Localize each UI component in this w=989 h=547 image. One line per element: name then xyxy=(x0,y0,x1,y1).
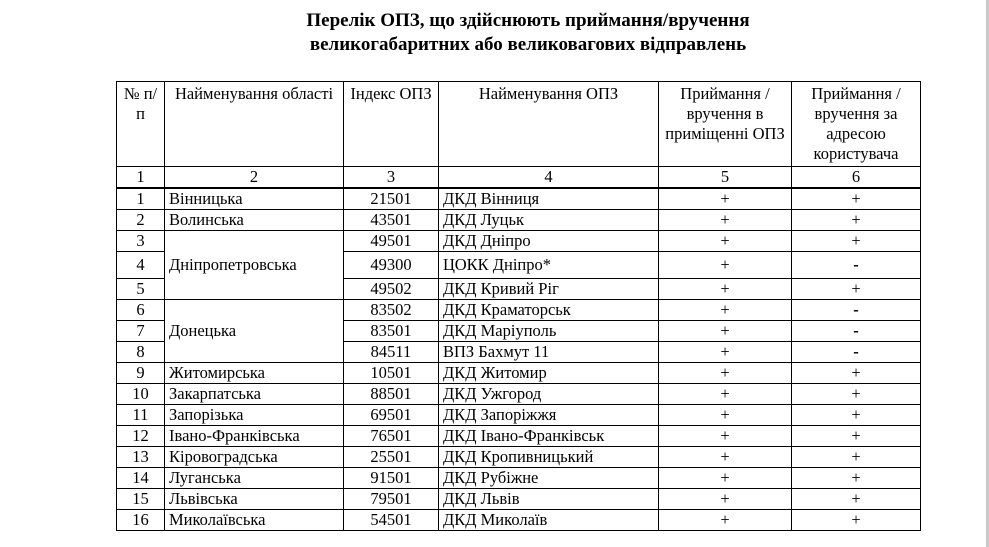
opz-index: 84511 xyxy=(344,342,439,363)
opz-name: ДКД Ужгород xyxy=(439,384,659,405)
opz-name: ЦОКК Дніпро* xyxy=(439,252,659,279)
opz-index: 54501 xyxy=(344,510,439,531)
premises-mark: + xyxy=(659,510,792,531)
address-mark: - xyxy=(792,321,921,342)
address-mark: + xyxy=(792,447,921,468)
opz-index: 88501 xyxy=(344,384,439,405)
document-title xyxy=(0,9,989,57)
address-mark: - xyxy=(792,342,921,363)
address-mark: + xyxy=(792,510,921,531)
premises-mark: + xyxy=(659,447,792,468)
row-number: 3 xyxy=(117,231,165,252)
region-name: Кіровоградська xyxy=(165,447,344,468)
header-row xyxy=(117,82,921,167)
region-name: Луганська xyxy=(165,468,344,489)
opz-name: ДКД Житомир xyxy=(439,363,659,384)
region-name: Донецька xyxy=(165,300,344,363)
table-row xyxy=(117,510,921,531)
row-number: 4 xyxy=(117,252,165,279)
row-number: 1 xyxy=(117,188,165,210)
opz-name: ДКД Рубіжне xyxy=(439,468,659,489)
opz-name: ДКД Маріуполь xyxy=(439,321,659,342)
opz-index: 43501 xyxy=(344,210,439,231)
table-row xyxy=(117,300,921,321)
opz-index: 49501 xyxy=(344,231,439,252)
row-number: 9 xyxy=(117,363,165,384)
address-mark: + xyxy=(792,426,921,447)
address-mark: - xyxy=(792,300,921,321)
column-number: 4 xyxy=(439,167,659,189)
opz-name: ДКД Кривий Ріг xyxy=(439,279,659,300)
header-opz-name: Найменування ОПЗ xyxy=(439,82,659,167)
address-mark: - xyxy=(792,252,921,279)
row-number: 11 xyxy=(117,405,165,426)
table-row xyxy=(117,447,921,468)
column-number: 2 xyxy=(165,167,344,189)
header-index: Індекс ОПЗ xyxy=(344,82,439,167)
premises-mark: + xyxy=(659,300,792,321)
premises-mark: + xyxy=(659,279,792,300)
opz-name: ДКД Дніпро xyxy=(439,231,659,252)
row-number: 16 xyxy=(117,510,165,531)
column-number: 1 xyxy=(117,167,165,189)
address-mark: + xyxy=(792,405,921,426)
opz-name: ДКД Луцьк xyxy=(439,210,659,231)
row-number: 5 xyxy=(117,279,165,300)
table-row xyxy=(117,468,921,489)
row-number: 14 xyxy=(117,468,165,489)
region-name: Дніпропетровська xyxy=(165,231,344,300)
address-mark: + xyxy=(792,210,921,231)
address-mark: + xyxy=(792,188,921,210)
address-mark: + xyxy=(792,231,921,252)
region-name: Волинська xyxy=(165,210,344,231)
table-row xyxy=(117,405,921,426)
column-number-row xyxy=(117,167,921,189)
opz-index: 49502 xyxy=(344,279,439,300)
address-mark: + xyxy=(792,384,921,405)
premises-mark: + xyxy=(659,321,792,342)
row-number: 6 xyxy=(117,300,165,321)
region-name: Вінницька xyxy=(165,188,344,210)
header-address: Приймання / вручення за адресою користувача xyxy=(792,82,921,167)
opz-name: ДКД Запоріжжя xyxy=(439,405,659,426)
region-name: Закарпатська xyxy=(165,384,344,405)
header-num: № п/п xyxy=(117,82,165,167)
premises-mark: + xyxy=(659,384,792,405)
opz-index: 76501 xyxy=(344,426,439,447)
opz-name: ДКД Львів xyxy=(439,489,659,510)
table-row xyxy=(117,210,921,231)
premises-mark: + xyxy=(659,252,792,279)
premises-mark: + xyxy=(659,188,792,210)
opz-index: 91501 xyxy=(344,468,439,489)
row-number: 10 xyxy=(117,384,165,405)
header-region: Найменування області xyxy=(165,82,344,167)
address-mark: + xyxy=(792,489,921,510)
region-name: Івано-Франківська xyxy=(165,426,344,447)
opz-index: 21501 xyxy=(344,188,439,210)
premises-mark: + xyxy=(659,342,792,363)
region-name: Житомирська xyxy=(165,363,344,384)
table-row xyxy=(117,489,921,510)
opz-index: 79501 xyxy=(344,489,439,510)
opz-index: 83502 xyxy=(344,300,439,321)
address-mark: + xyxy=(792,363,921,384)
premises-mark: + xyxy=(659,363,792,384)
opz-name: ДКД Вінниця xyxy=(439,188,659,210)
header-premises: Приймання / вручення в приміщенні ОПЗ xyxy=(659,82,792,167)
opz-index: 25501 xyxy=(344,447,439,468)
address-mark: + xyxy=(792,468,921,489)
region-name: Миколаївська xyxy=(165,510,344,531)
address-mark: + xyxy=(792,279,921,300)
opz-name: ВПЗ Бахмут 11 xyxy=(439,342,659,363)
opz-name: ДКД Миколаїв xyxy=(439,510,659,531)
row-number: 13 xyxy=(117,447,165,468)
premises-mark: + xyxy=(659,231,792,252)
row-number: 8 xyxy=(117,342,165,363)
row-number: 15 xyxy=(117,489,165,510)
opz-name: ДКД Кропивницький xyxy=(439,447,659,468)
table-row xyxy=(117,384,921,405)
opz-index: 10501 xyxy=(344,363,439,384)
title-line-2: великогабаритних або великовагових відправлень xyxy=(309,34,747,55)
opz-index: 69501 xyxy=(344,405,439,426)
column-number: 6 xyxy=(792,167,921,189)
opz-table xyxy=(116,81,921,531)
column-number: 5 xyxy=(659,167,792,189)
region-name: Львівська xyxy=(165,489,344,510)
opz-index: 49300 xyxy=(344,252,439,279)
row-number: 7 xyxy=(117,321,165,342)
row-number: 12 xyxy=(117,426,165,447)
table-row xyxy=(117,188,921,210)
region-name: Запорізька xyxy=(165,405,344,426)
table-row xyxy=(117,231,921,252)
row-number: 2 xyxy=(117,210,165,231)
opz-name: ДКД Краматорськ xyxy=(439,300,659,321)
opz-index: 83501 xyxy=(344,321,439,342)
title-line-1: Перелік ОПЗ, що здійснюють приймання/вручення xyxy=(306,10,750,31)
table-row xyxy=(117,363,921,384)
premises-mark: + xyxy=(659,468,792,489)
premises-mark: + xyxy=(659,426,792,447)
premises-mark: + xyxy=(659,210,792,231)
column-number: 3 xyxy=(344,167,439,189)
opz-name: ДКД Івано-Франківськ xyxy=(439,426,659,447)
premises-mark: + xyxy=(659,405,792,426)
table-row xyxy=(117,426,921,447)
premises-mark: + xyxy=(659,489,792,510)
